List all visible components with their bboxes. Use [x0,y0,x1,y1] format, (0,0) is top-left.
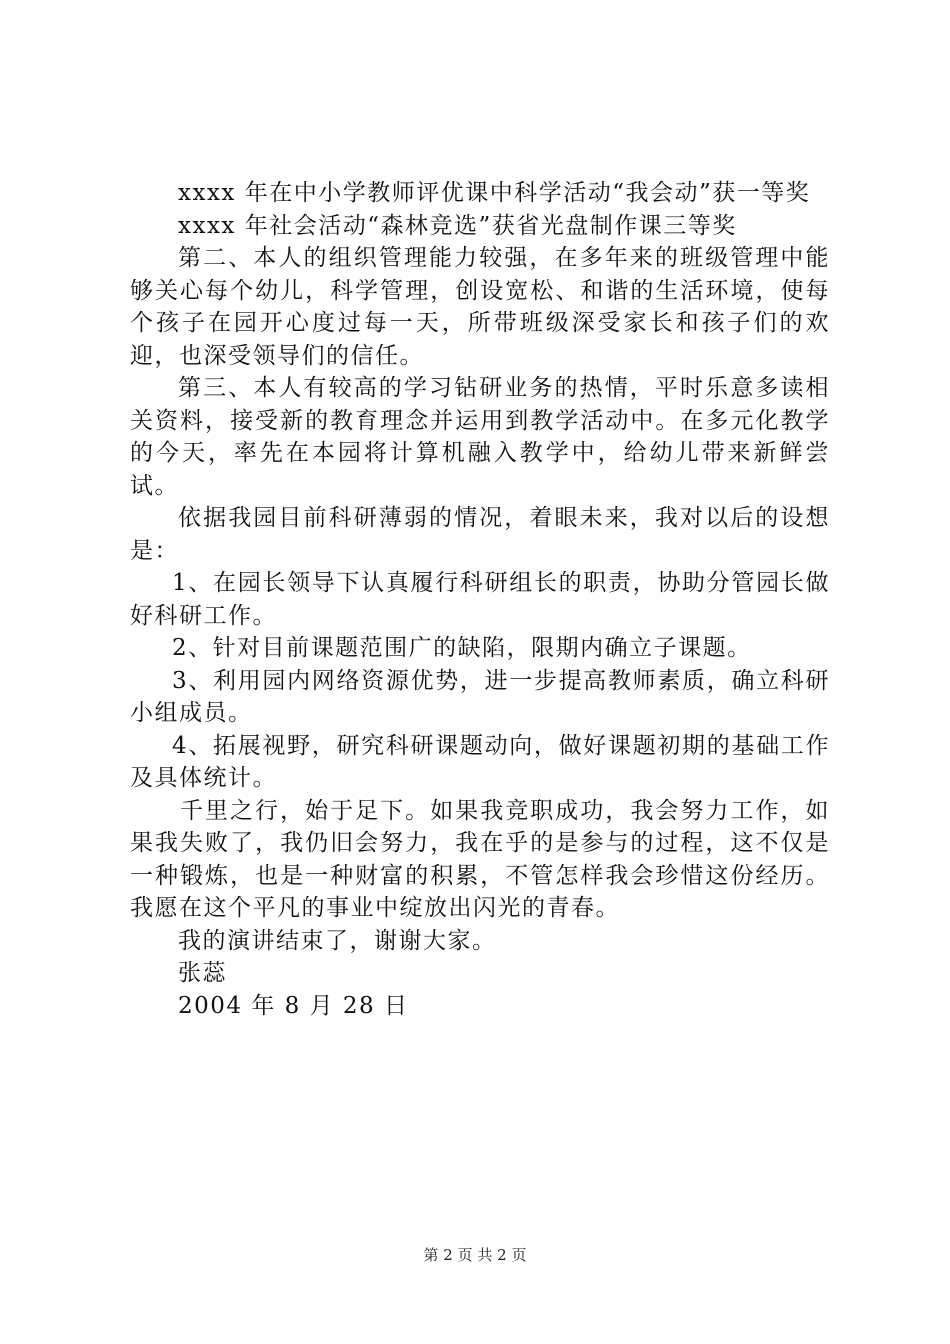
plan-item-2: 2、针对目前课题范围广的缺陷，限期内确立子课题。 [172,635,752,661]
thanks-paragraph: 我的演讲结束了，谢谢大家。 [178,927,497,954]
plan-item-4: 4、拓展视野，研究科研课题动向，做好课题初期的基础工作及具体统计。 [130,732,830,791]
management-paragraph: 第二、本人的组织管理能力较强，在多年来的班级管理中能够关心每个幼儿，科学管理，创设宽松、和谐的生活环境，使每个孩子在园开心度过每一天，所带班级深受家长和孩子们的欢迎，也深受领导们的信任。 [130,245,830,369]
award-paragraph-1: xxxx 年在中小学教师评优课中科学活动“我会动”获一等奖 [178,180,811,206]
page-indicator: 第 2 页 共 2 页 [423,1246,527,1264]
signature-name: 张蕊 [178,960,227,986]
document-body [130,177,830,1022]
plan-item-3: 3、利用园内网络资源优势，进一步提高教师素质，确立科研小组成员。 [130,667,830,726]
page-footer [0,1244,950,1265]
award-paragraph-2: xxxx 年社会活动“森林竞选”获省光盘制作课三等奖 [178,212,737,239]
closing-paragraph: 千里之行，始于足下。如果我竞职成功，我会努力工作，如果我失败了，我仍旧会努力，我在乎的是参与的过程，这不仅是一种锻炼，也是一种财富的积累，不管怎样我会珍惜这份经历。我愿在这个平凡的事业中绽放出闪光的青春。 [130,797,830,921]
signature-date: 2004 年 8 月 28 日 [178,992,409,1019]
plan-intro-paragraph: 依据我园目前科研薄弱的情况，着眼未来，我对以后的设想是： [130,505,830,564]
study-paragraph: 第三、本人有较高的学习钻研业务的热情，平时乐意多读相关资料，接受新的教育理念并运用到教学活动中。在多元化教学的今天，率先在本园将计算机融入教学中，给幼儿带来新鲜尝试。 [130,375,830,499]
plan-item-1: 1、在园长领导下认真履行科研组长的职责，协助分管园长做好科研工作。 [130,570,830,629]
